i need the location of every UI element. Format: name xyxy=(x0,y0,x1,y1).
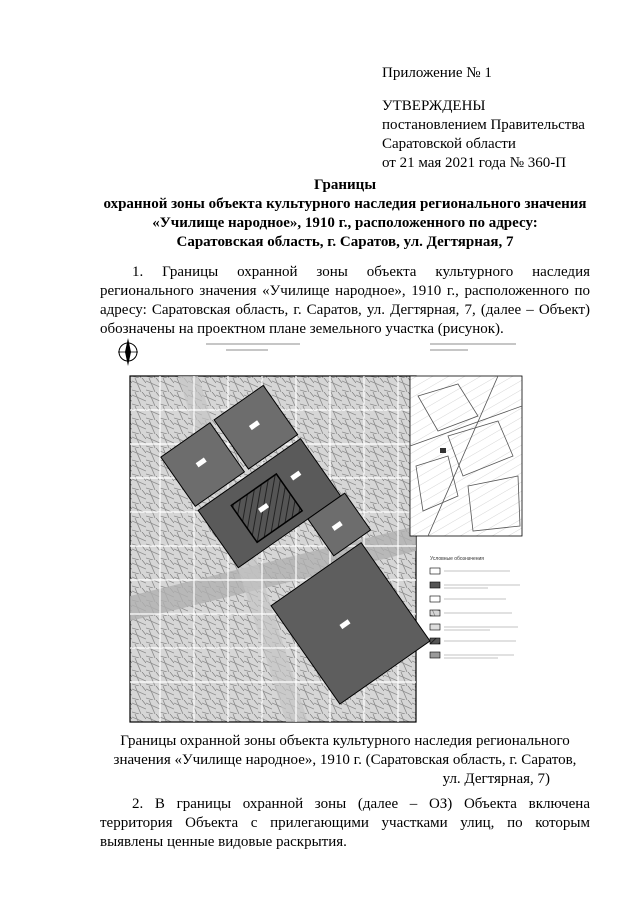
appendix-number: Приложение № 1 xyxy=(382,65,492,81)
title-line-4: Саратовская область, г. Саратов, ул. Дегтярная, 7 xyxy=(176,234,514,250)
site-plan-figure xyxy=(118,336,526,726)
inset-map xyxy=(410,376,522,536)
approved-by-line: постановлением Правительства xyxy=(382,117,585,133)
document-title xyxy=(60,176,630,252)
caption-line-2: значения «Училище народное», 1910 г. (Саратовская область, г. Саратов, xyxy=(113,752,577,768)
map-legend xyxy=(430,556,520,658)
aerial-map xyxy=(130,376,442,722)
caption-line-1: Границы охранной зоны объекта культурного наследия регионального xyxy=(120,733,570,749)
title-line-1: Границы xyxy=(313,177,377,193)
map-header-lines xyxy=(206,344,516,350)
approval-block xyxy=(382,64,585,173)
north-arrow-icon xyxy=(118,338,138,366)
approved-label: УТВЕРЖДЕНЫ xyxy=(382,98,486,114)
approved-date-line: от 21 мая 2021 года № 360-П xyxy=(382,155,567,171)
title-line-3: «Училище народное», 1910 г., расположенного по адресу: xyxy=(152,215,538,231)
paragraph-1: 1. Границы охранной зоны объекта культурного наследия регионального значения «Училище народное», 1910 г., расположенного по адресу: Саратовская область, г. Саратов, ул. Дегтярная, 7, (далее – Объект) обозначены на проектном плане земельного участка (рисунок). xyxy=(100,264,590,337)
paragraph-2: 2. В границы охранной зоны (далее – ОЗ) Объекта включена территория Объекта с прилегающими участками улиц, по которым выявлены ценные видовые раскрытия. xyxy=(100,796,590,850)
approved-region-line: Саратовской области xyxy=(382,136,516,152)
figure-caption xyxy=(100,732,590,789)
title-line-2: охранной зоны объекта культурного наследия регионального значения xyxy=(103,196,587,212)
caption-line-3: ул. Дегтярная, 7) xyxy=(442,771,550,787)
legend-heading: Условные обозначения xyxy=(430,556,485,562)
